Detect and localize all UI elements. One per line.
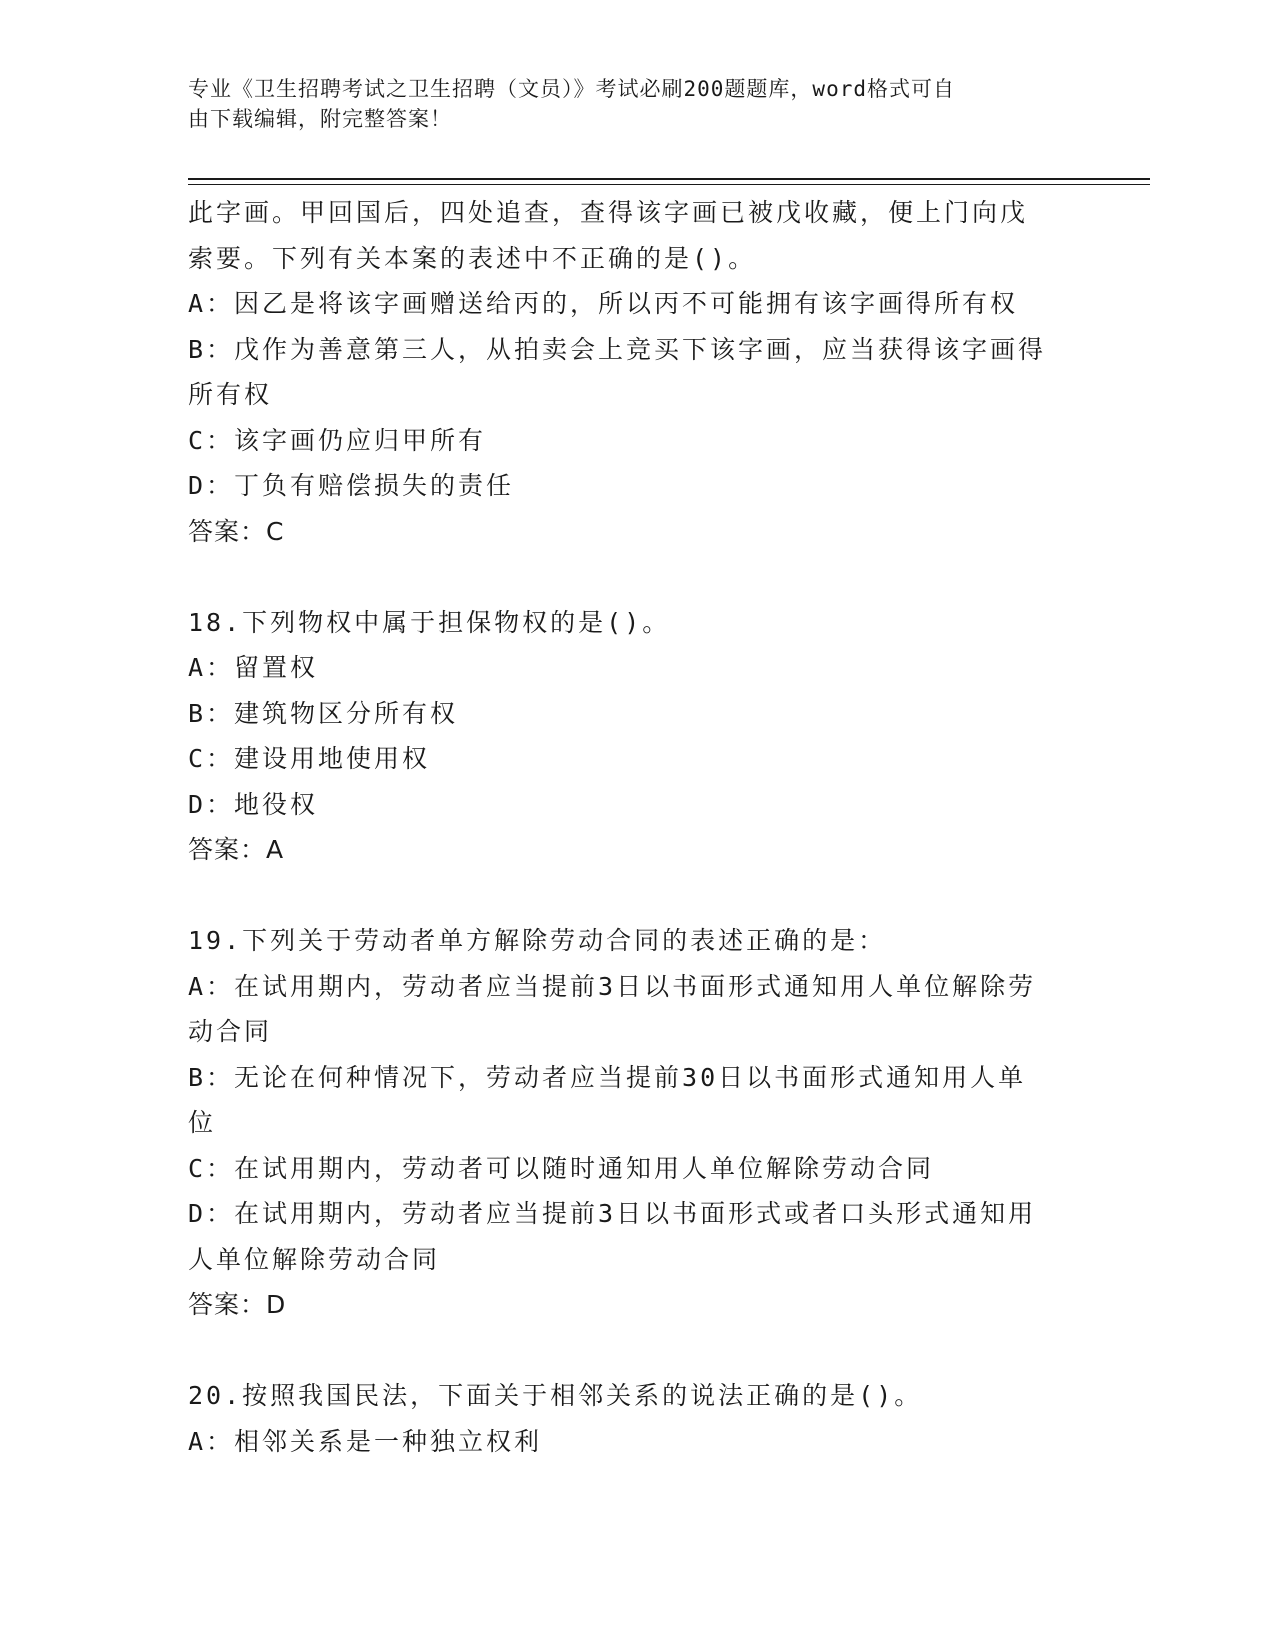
question-stem-line: 索要。下列有关本案的表述中不正确的是()。 — [188, 243, 757, 273]
question-spacer — [188, 554, 1088, 600]
option-c: C：在试用期内，劳动者可以随时通知用人单位解除劳动合同 — [188, 1153, 935, 1183]
question-stem: 19.下列关于劳动者单方解除劳动合同的表述正确的是： — [188, 926, 887, 955]
question-content — [188, 190, 1088, 1464]
option-a: A：因乙是将该字画赠送给丙的，所以丙不可能拥有该字画得所有权 — [188, 289, 1019, 318]
option-a: A：在试用期内，劳动者应当提前3日以书面形式通知用人单位解除劳 — [188, 971, 1037, 1001]
option-b: B：建筑物区分所有权 — [188, 698, 459, 728]
header-rule-thick — [188, 178, 1150, 180]
question-spacer — [188, 873, 1088, 919]
question-stem: 18.下列物权中属于担保物权的是()。 — [188, 607, 671, 637]
question-stem: 20.按照我国民法，下面关于相邻关系的说法正确的是()。 — [188, 1381, 923, 1410]
answer-line: 答案：D — [188, 1290, 287, 1319]
option-b-continued: 位 — [188, 1108, 217, 1137]
question-stem-line: 此字画。甲回国后，四处追查，查得该字画已被戊收藏，便上门向戊 — [188, 198, 1029, 227]
option-b: B：戊作为善意第三人，从拍卖会上竞买下该字画，应当获得该字画得 — [188, 334, 1047, 364]
option-a: A：留置权 — [188, 653, 319, 682]
question-20 — [188, 1373, 1088, 1464]
option-b-continued: 所有权 — [188, 380, 273, 409]
answer-line: 答案：A — [188, 835, 285, 864]
question-17 — [188, 190, 1088, 554]
option-a: A：相邻关系是一种独立权利 — [188, 1426, 543, 1456]
question-18 — [188, 600, 1088, 873]
header-rule-thin — [188, 184, 1150, 185]
question-spacer — [188, 1328, 1088, 1374]
option-d: D：在试用期内，劳动者应当提前3日以书面形式或者口头形式通知用 — [188, 1199, 1037, 1228]
option-a-continued: 动合同 — [188, 1017, 273, 1046]
document-header — [188, 74, 1068, 134]
option-b: B：无论在何种情况下，劳动者应当提前30日以书面形式通知用人单 — [188, 1062, 1027, 1092]
option-d: D：地役权 — [188, 789, 319, 819]
option-c: C：该字画仍应归甲所有 — [188, 425, 487, 455]
option-d-continued: 人单位解除劳动合同 — [188, 1244, 441, 1274]
header-line-2: 由下载编辑，附完整答案！ — [188, 107, 452, 131]
option-d: D：丁负有赔偿损失的责任 — [188, 471, 515, 500]
header-line-1: 专业《卫生招聘考试之卫生招聘（文员）》考试必刷200题题库，word格式可自 — [188, 77, 955, 101]
option-c: C：建设用地使用权 — [188, 744, 431, 773]
answer-line: 答案：C — [188, 516, 285, 546]
question-19 — [188, 918, 1088, 1328]
